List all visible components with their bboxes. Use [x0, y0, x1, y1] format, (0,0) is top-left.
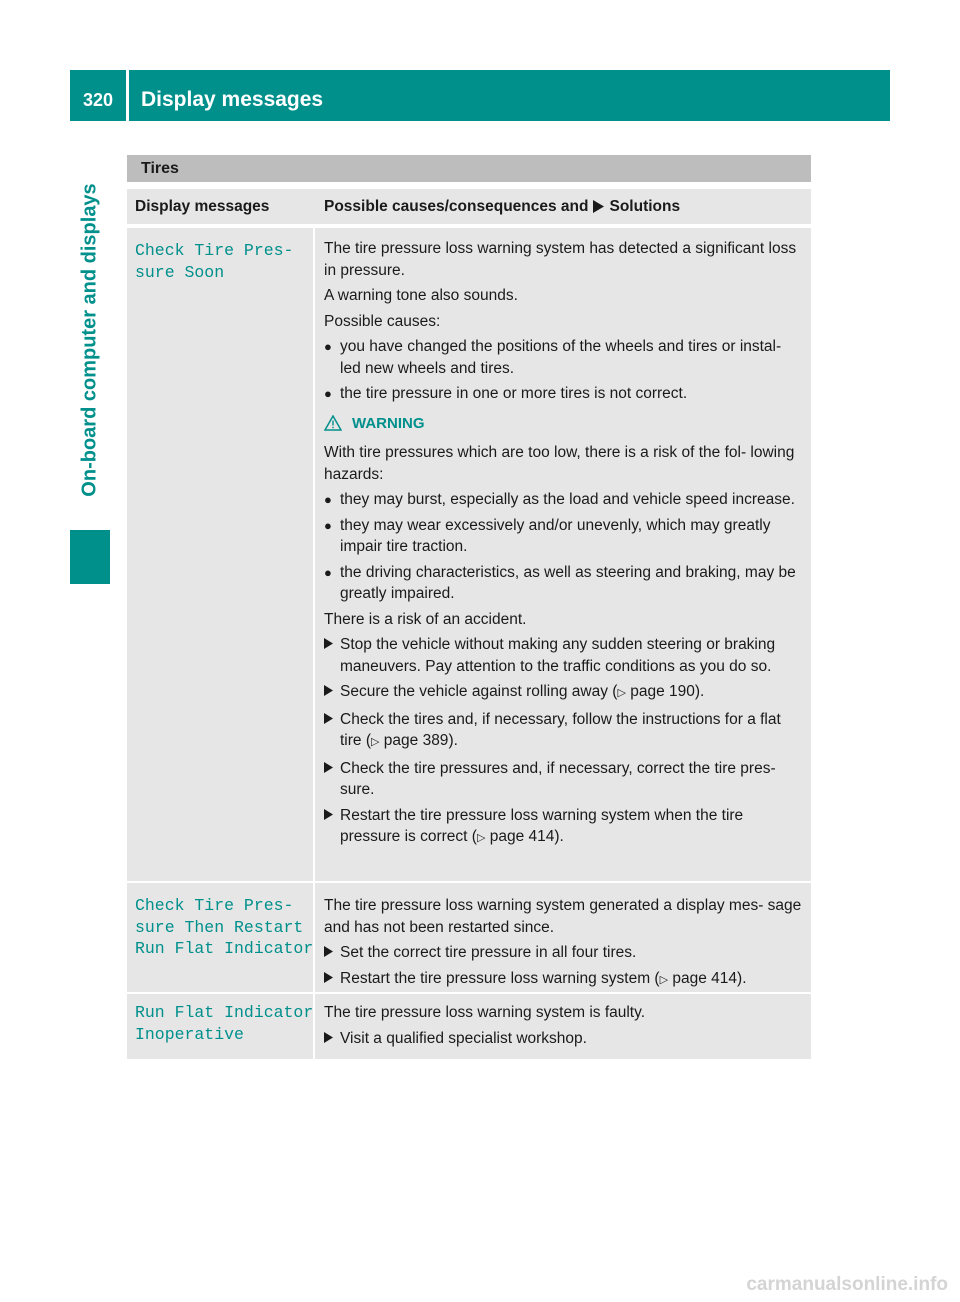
warning-heading: WARNING [324, 413, 803, 435]
step-arrow-icon [324, 1028, 340, 1050]
warning-text: With tire pressures which are too low, there is a risk of the fol‐ lowing hazards: [324, 444, 795, 483]
step-item: Check the tire pressures and, if necessary, correct the tire pres‐ sure. [324, 758, 803, 801]
bullet-icon: ● [324, 386, 332, 401]
step-item: Set the correct tire pressure in all four tires. [324, 942, 803, 964]
step-arrow-icon [324, 942, 340, 964]
page-reference[interactable]: page 414 [672, 969, 738, 987]
step-arrow-icon [324, 805, 340, 850]
display-message: Check Tire Pres‐ sure Then Restart Run Flat Indicator [135, 896, 314, 958]
step-item: Check the tires and, if necessary, follow the instructions for a flat tire (▷ page 389). [324, 709, 803, 754]
description: The tire pressure loss warning system is faulty. [324, 1004, 646, 1021]
page-ref-icon: ▷ [617, 687, 626, 699]
tires-table [127, 155, 811, 1059]
table-row [127, 228, 811, 881]
step-arrow-icon [324, 968, 340, 992]
risk-text: There is a risk of an accident. [324, 610, 527, 628]
step-arrow-icon [324, 681, 340, 705]
page-ref-icon: ▷ [476, 832, 486, 844]
step-item: Restart the tire pressure loss warning system when the tire pressure is correct (▷ page 414). [324, 805, 803, 850]
header-solutions-text: Solutions [609, 197, 681, 215]
page-ref-icon: ▷ [659, 973, 669, 986]
step-arrow-icon [324, 709, 340, 754]
display-message: Check Tire Pres‐ sure Soon [135, 241, 294, 282]
bullet-icon: ● [324, 517, 332, 533]
bullet-icon: ● [324, 492, 332, 507]
table-header-row [127, 189, 811, 224]
step-arrow-icon [324, 758, 340, 801]
list-item: ● the tire pressure in one or more tires is not correct. [324, 383, 803, 405]
display-message: Run Flat Indicator Inoperative [135, 1003, 314, 1044]
step-arrow-icon [324, 634, 340, 677]
arrow-right-icon [593, 200, 604, 213]
page-reference[interactable]: page 414 [489, 828, 555, 845]
warning-triangle-icon [324, 415, 342, 431]
step-item: Secure the vehicle against rolling away (▷ page 190). [324, 681, 803, 705]
list-item: ● they may burst, especially as the load and vehicle speed increase. [324, 489, 803, 511]
header-causes-text: Possible causes/consequences and [324, 197, 589, 215]
watermark: carmanualsonline.info [746, 1274, 948, 1295]
chapter-tab [70, 150, 110, 584]
description: The tire pressure loss warning system generated a display mes‐ sage and has not been restarted since. [324, 897, 802, 936]
step-item: Restart the tire pressure loss warning system (▷ page 414). [324, 968, 803, 992]
header-display-messages: Display messages [135, 197, 270, 215]
description: The tire pressure loss warning system has detected a significant loss in pressure. [324, 240, 797, 279]
list-item: ● they may wear excessively and/or unevenly, which may greatly impair tire traction. [324, 515, 803, 558]
table-row [127, 994, 811, 1059]
step-item: Visit a qualified specialist workshop. [324, 1028, 803, 1050]
page-reference[interactable]: page 190 [630, 683, 695, 700]
chapter-tab-label: On-board computer and displays [78, 183, 101, 497]
list-item: ● you have changed the positions of the wheels and tires or instal‐ led new wheels and tires. [324, 336, 803, 379]
chapter-tab-marker [70, 530, 110, 584]
bullet-icon: ● [324, 564, 332, 580]
page-reference[interactable]: page 389 [383, 732, 449, 749]
list-item: ● the driving characteristics, as well as steering and braking, may be greatly impaired. [324, 562, 803, 605]
section-title: Display messages [129, 70, 890, 121]
table-row [127, 883, 811, 992]
description: Possible causes: [324, 312, 441, 330]
bullet-icon: ● [324, 339, 332, 354]
page-ref-icon: ▷ [371, 736, 380, 748]
page-number: 320 [70, 70, 126, 121]
header-causes-solutions [313, 189, 811, 224]
table-title: Tires [127, 155, 811, 182]
description: A warning tone also sounds. [324, 287, 518, 304]
step-item: Stop the vehicle without making any sudden steering or braking maneuvers. Pay attention to the traffic conditions as you do so. [324, 634, 803, 677]
